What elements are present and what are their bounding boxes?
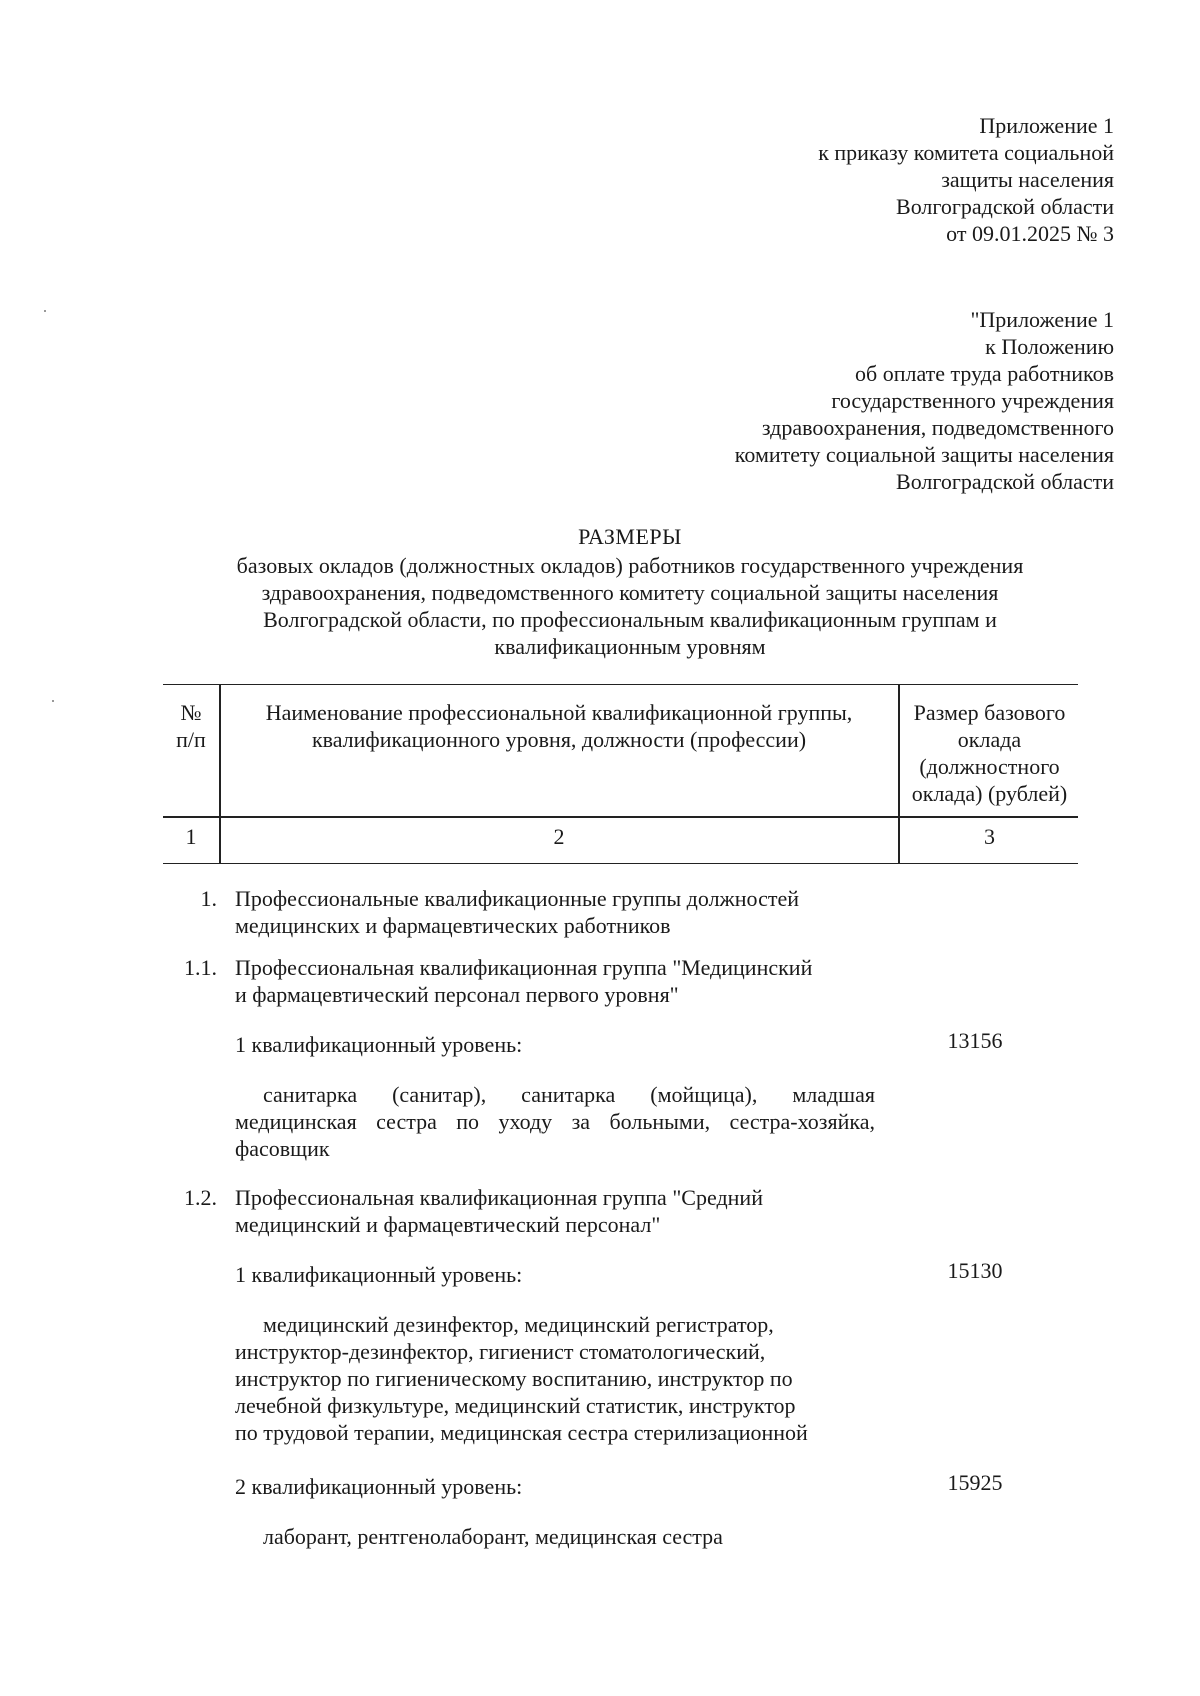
document-title-block xyxy=(150,523,1110,660)
document-subtitle-line: базовых окладов (должностных окладов) работников государственного учреждения xyxy=(236,553,1024,578)
header-salary-line: оклада) (рублей) xyxy=(911,781,1068,806)
row-text-line: 1 квалификационный уровень: xyxy=(235,1262,523,1287)
header-number-line: п/п xyxy=(176,727,206,752)
row-text-line: медицинский и фармацевтический персонал" xyxy=(235,1212,661,1237)
row-text-line: медицинских и фармацевтических работников xyxy=(235,913,671,938)
table-divider xyxy=(898,685,900,863)
header-salary-line: оклада xyxy=(957,727,1022,752)
row-number: 1.1. xyxy=(184,955,217,980)
header-salary xyxy=(901,699,1078,807)
appendix-regulation-line: государственного учреждения xyxy=(831,388,1114,413)
header-salary-line: Размер базового xyxy=(913,700,1066,725)
salary-table-header xyxy=(163,684,1078,864)
appendix-regulation-line: комитету социальной защиты населения xyxy=(734,442,1114,467)
appendix-order-date: от 09.01.2025 № 3 xyxy=(946,221,1114,246)
appendix-order-line: Волгоградской области xyxy=(896,194,1114,219)
position-line: лечебной физкультуре, медицинский статистик, инструктор xyxy=(235,1393,796,1418)
column-number: 2 xyxy=(553,824,565,849)
row-text-line: Профессиональная квалификационная группа "Средний xyxy=(235,1185,763,1210)
row-text-line: 1 квалификационный уровень: xyxy=(235,1032,523,1057)
header-name xyxy=(223,699,895,753)
qualification-level xyxy=(235,1261,875,1288)
header-salary-line: (должностного xyxy=(919,754,1060,779)
position-line: по трудовой терапии, медицинская сестра стерилизационной xyxy=(235,1420,808,1445)
header-name-line: Наименование профессиональной квалификационной группы, xyxy=(265,700,853,725)
appendix-regulation-line: Волгоградской области xyxy=(896,469,1114,494)
appendix-order-line: защиты населения xyxy=(941,167,1114,192)
appendix-regulation-line: к Положению xyxy=(985,334,1114,359)
appendix-order-line: к приказу комитета социальной xyxy=(818,140,1114,165)
row-text xyxy=(235,954,875,1008)
appendix-regulation-line: "Приложение 1 xyxy=(970,307,1114,332)
row-text xyxy=(235,885,875,939)
salary-value: 13156 xyxy=(947,1028,1003,1053)
header-number-line: № xyxy=(180,700,202,725)
appendix-order-line: Приложение 1 xyxy=(979,113,1114,138)
header-name-line: квалификационного уровня, должности (профессии) xyxy=(311,727,807,752)
column-number: 3 xyxy=(984,824,995,849)
salary-value: 15130 xyxy=(947,1258,1003,1283)
position-line: инструктор по гигиеническому воспитанию, инструктор по xyxy=(235,1366,793,1391)
appendix-regulation-block xyxy=(735,306,1114,495)
document-subtitle-line: квалификационным уровням xyxy=(494,634,766,659)
qualification-level xyxy=(235,1473,875,1500)
scan-speck xyxy=(44,310,46,312)
row-text xyxy=(235,1184,875,1238)
document-subtitle-line: Волгоградской области, по профессиональным квалификационным группам и xyxy=(263,607,997,632)
table-divider xyxy=(219,685,221,863)
position-list: санитарка (санитар), санитарка (мойщица), младшая медицинская сестра по уходу за больными, сестра-хозяйка, фасовщик xyxy=(235,1082,875,1161)
row-text-line: Профессиональные квалификационные группы должностей xyxy=(235,886,799,911)
column-number: 1 xyxy=(185,824,197,849)
table-divider xyxy=(163,816,1078,818)
salary-value: 15925 xyxy=(947,1470,1003,1495)
document-subtitle-line: здравоохранения, подведомственного комитету социальной защиты населения xyxy=(261,580,999,605)
scan-speck xyxy=(52,700,54,702)
position-line: лаборант, рентгенолаборант, медицинская сестра xyxy=(263,1524,723,1549)
row-text-line: Профессиональная квалификационная группа "Медицинский xyxy=(235,955,813,980)
qualification-level xyxy=(235,1031,875,1058)
row-number: 1.2. xyxy=(184,1185,217,1210)
appendix-order-block xyxy=(818,112,1114,247)
appendix-regulation-line: об оплате труда работников xyxy=(855,361,1114,386)
row-number: 1. xyxy=(200,886,217,911)
row-text-line: 2 квалификационный уровень: xyxy=(235,1474,523,1499)
position-line: инструктор-дезинфектор, гигиенист стоматологический, xyxy=(235,1339,766,1364)
header-number xyxy=(163,699,219,753)
position-line: медицинский дезинфектор, медицинский регистратор, xyxy=(263,1312,774,1337)
row-text-line: и фармацевтический персонал первого уровня" xyxy=(235,982,679,1007)
appendix-regulation-line: здравоохранения, подведомственного xyxy=(761,415,1114,440)
position-list xyxy=(235,1311,875,1446)
document-title: РАЗМЕРЫ xyxy=(578,524,682,549)
position-list xyxy=(235,1523,875,1550)
